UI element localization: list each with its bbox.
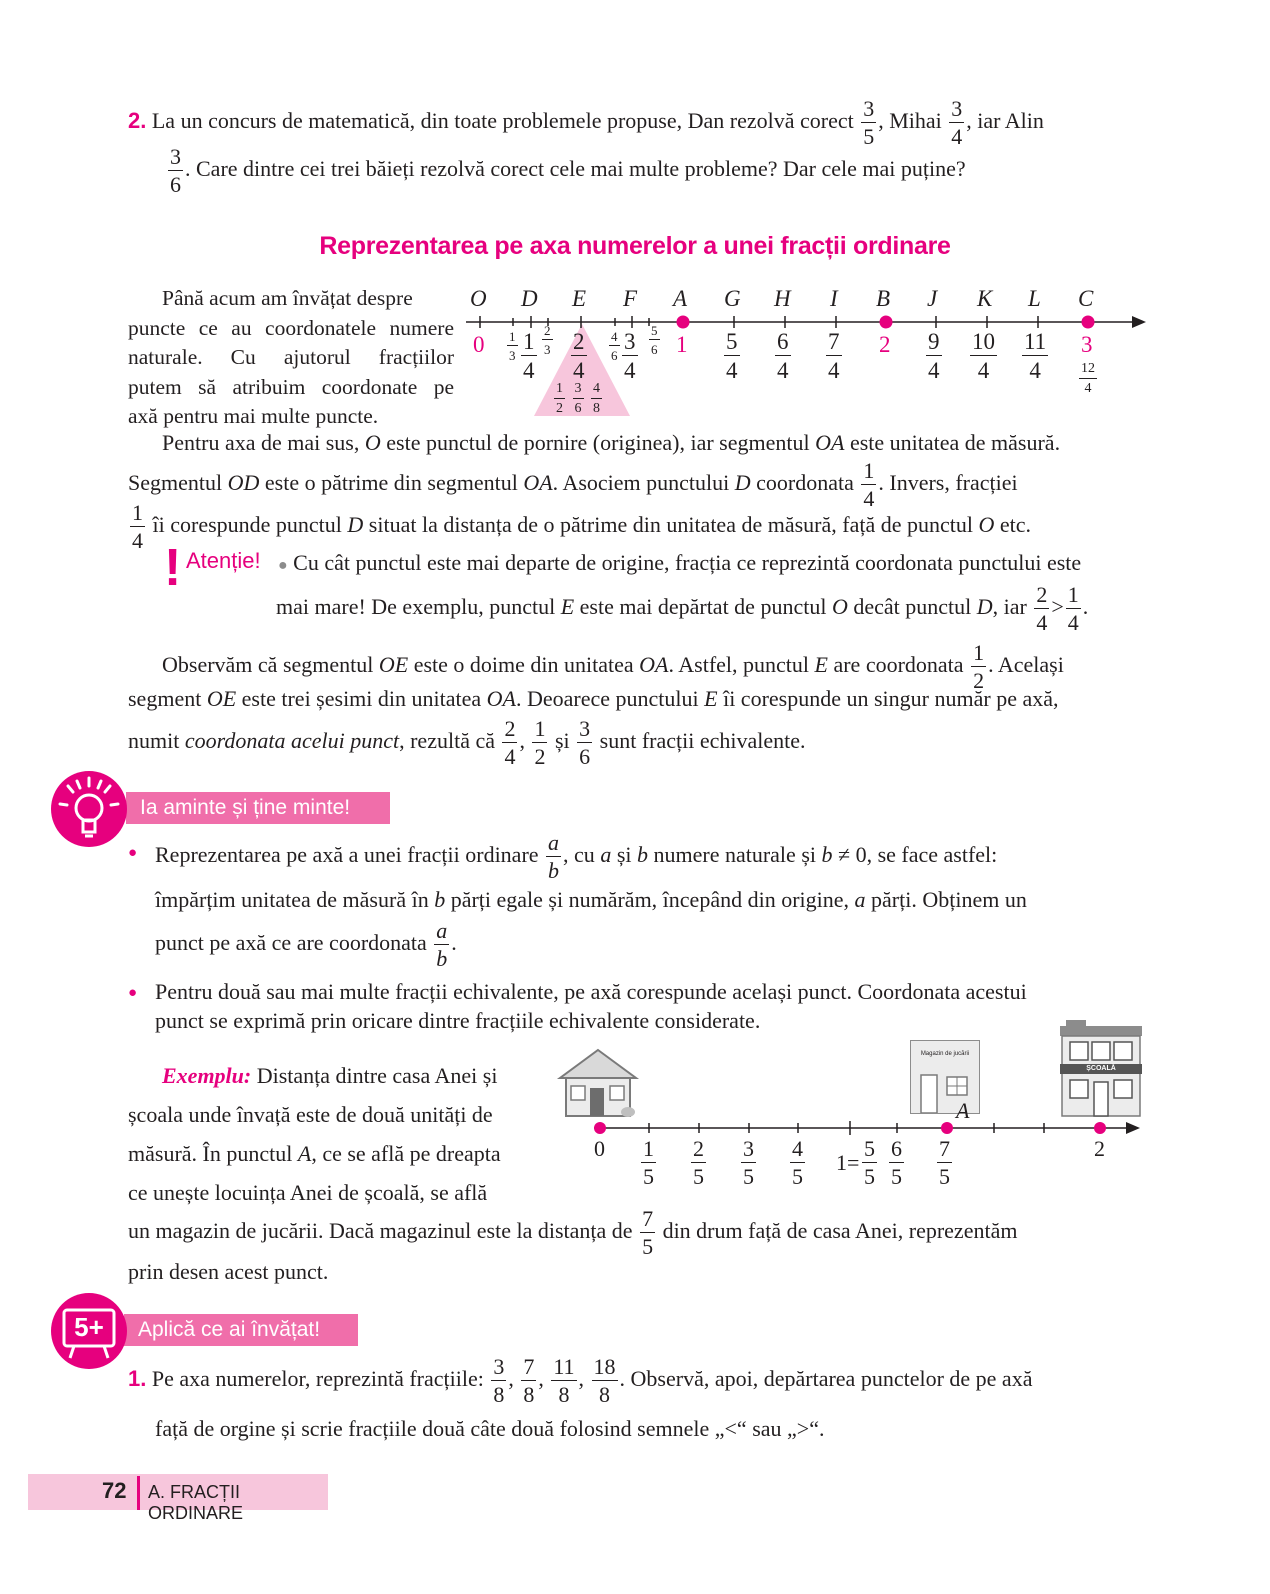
point-label: A <box>956 1098 970 1123</box>
exclamation-icon: ! <box>164 539 182 597</box>
attention-box <box>128 539 1148 638</box>
axis-line <box>590 1118 1150 1138</box>
two-label: 2 <box>1094 1136 1105 1161</box>
fraction: $\frac{1}{4}$ <box>863 458 875 511</box>
fraction: $\frac{2}{3}$ <box>544 323 551 357</box>
point-label: D <box>521 286 538 311</box>
fraction: $\frac{11}{4}$ <box>1024 329 1047 383</box>
level-badge: 5+ <box>74 1312 104 1342</box>
point-label: K <box>977 286 993 311</box>
text-line: punct pe axă ce are coordonata $\frac{a}{b}$ . <box>155 918 457 971</box>
attention-label: Atenție! <box>186 548 261 573</box>
point-label: A <box>673 286 688 311</box>
zero-label: 0 <box>594 1136 605 1161</box>
fraction: $\frac{3}{4}$ <box>624 329 636 383</box>
whole-label: 3 <box>1081 332 1093 357</box>
fraction: $\frac{18}{8}$ <box>593 1354 616 1407</box>
text-line: Până acum am învățat despre <box>162 286 413 310</box>
fraction: $\frac{1}{4}$ <box>523 329 535 383</box>
whole-label: 0 <box>473 332 485 357</box>
text-line: prin desen acest punct. <box>128 1259 329 1284</box>
bullet-icon: ● <box>128 845 138 861</box>
apply-banner: Aplică ce ai învățat! <box>124 1314 358 1346</box>
fraction: $\frac{5}{4}$ <box>726 329 738 383</box>
fraction: $\frac{7}{5}$ <box>642 1206 654 1259</box>
fraction: $\frac{3}{5}$ <box>743 1136 754 1189</box>
remember-banner: Ia aminte și ține minte! <box>126 792 390 824</box>
fraction: $\frac{7}{4}$ <box>828 329 840 383</box>
fraction: $\frac{5}{5}$ <box>864 1136 875 1189</box>
fraction: $\frac{1}{5}$ <box>643 1136 654 1189</box>
fraction: $\frac{3}{6}$ <box>579 716 591 769</box>
point-label: G <box>724 286 741 311</box>
fraction: $\frac{1}{2}$ <box>534 716 546 769</box>
text-line: ● Cu cât punctul este mai departe de origine, fracția ce reprezintă coordonata punctului este <box>278 550 1082 575</box>
twelve-quarters <box>1077 362 1099 396</box>
paragraph-equivalent <box>128 640 1148 780</box>
section-title: Reprezentarea pe axa numerelor a unei fracții ordinare <box>319 232 951 260</box>
text-line: axă pentru mai multe puncte. <box>128 404 379 428</box>
intro-paragraph <box>128 284 454 432</box>
number-line-quarters <box>460 284 1160 424</box>
fraction: $\frac{9}{4}$ <box>928 329 940 383</box>
page-number: 72 <box>102 1478 127 1503</box>
problem-number: 1. <box>128 1366 147 1392</box>
fraction: $\frac{1}{2}$ <box>973 640 985 693</box>
fraction: $\frac{4}{6}$ <box>611 329 618 363</box>
text-line: Segmentul OD este o pătrime din segmentul OA. Asociem punctului D coordonata $\frac{1}{4}$ . Invers, fracției <box>128 458 1018 511</box>
toy-shop-icon <box>910 1040 980 1114</box>
text-line: măsură. În punctul A, ce se află pe dreapta <box>128 1141 501 1166</box>
school-icon <box>1058 1018 1144 1118</box>
fraction: $\frac{6}{5}$ <box>891 1136 902 1189</box>
text-line: punct se exprimă prin oricare dintre fracțiile echivalente considerate. <box>155 1008 761 1033</box>
text-line: $\frac{1}{4}$ îi corespunde punctul D situat la distanța de o pătrime din unitatea de măsură, față de punctul O etc. <box>132 500 1032 553</box>
board-icon <box>50 1292 128 1370</box>
fraction: $\frac{7}{8}$ <box>523 1354 535 1407</box>
fraction: $\frac{3}{6}$ <box>170 144 181 197</box>
fraction: $\frac{6}{4}$ <box>777 329 789 383</box>
problem-text: , iar Alin <box>966 108 1044 134</box>
problem-number: 2. <box>128 108 147 134</box>
example-label: Exemplu: <box>162 1063 252 1088</box>
fraction: $\frac{12}{4}$ <box>1081 361 1095 396</box>
point-label: C <box>1078 286 1094 311</box>
point-label: J <box>927 286 938 311</box>
problem-2 <box>128 96 1148 206</box>
fraction: $\frac{1}{2}$ <box>556 381 563 416</box>
problem-text: La un concurs de matematică, din toate problemele propuse, Dan rezolvă corect <box>151 108 854 134</box>
fraction: $\frac{4}{5}$ <box>792 1136 803 1189</box>
axis-line <box>460 312 1150 332</box>
text-line: Observăm că segmentul OE este o doime din unitatea OA. Astfel, punctul E are coordonata $\frac{1}{2}$ . Același <box>162 640 1064 693</box>
text-line: Reprezentarea pe axă a unei fracții ordinare $\frac{a}{b}$ , cu a și b numere naturale și b ≠ 0, se face astfel: <box>155 830 998 883</box>
text-line: împărțim unitatea de măsură în b părți egale și numărăm, începând din origine, a părți. Obținem un <box>155 887 1027 912</box>
point-label: F <box>623 286 638 311</box>
remember-content <box>128 828 1148 1038</box>
point-label: I <box>830 286 838 311</box>
fraction: $\frac{2}{4}$ <box>1036 582 1048 635</box>
fraction: $\frac{a}{b}$ <box>436 918 448 971</box>
problem-text: . Care dintre cei trei băieți rezolvă corect cele mai multe probleme? Dar cele mai puține? <box>185 156 966 182</box>
fraction: $\frac{a}{b}$ <box>548 830 560 883</box>
apply-problem-1 <box>128 1352 1148 1452</box>
point-label: L <box>1028 286 1041 311</box>
fraction: $\frac{5}{6}$ <box>651 323 658 357</box>
shop-sign: Magazin de jucării <box>920 1051 970 1057</box>
text-line: Pentru axa de mai sus, O este punctul de pornire (originea), iar segmentul OA este unitatea de măsură. <box>162 430 1061 455</box>
fraction: $\frac{2}{4}$ <box>504 716 516 769</box>
fraction: $\frac{7}{5}$ <box>939 1136 950 1189</box>
number-line-fifths <box>590 1098 1150 1194</box>
text-line: un magazin de jucării. Dacă magazinul este la distanța de $\frac{7}{5}$ din drum față de casa Anei, reprezentăm <box>128 1206 1018 1259</box>
problem-text: , Mihai <box>878 108 942 134</box>
point-label: O <box>470 286 487 311</box>
fraction: $\frac{2}{4}$ <box>573 329 585 383</box>
paragraph-origin <box>128 428 1148 563</box>
text-line: naturale. Cu ajutorul fracțiilor <box>128 345 454 369</box>
fraction: $\frac{1}{4}$ <box>132 500 143 553</box>
fraction: $\frac{1}{3}$ <box>509 329 516 363</box>
text-line: segment OE este trei șesimi din unitatea OA. Deoarece punctului E îi corespunde un singur număr pe axă, <box>128 686 1059 711</box>
fraction: $\frac{10}{4}$ <box>972 329 995 383</box>
footer <box>28 1474 328 1523</box>
fraction: $\frac{1}{4}$ <box>1067 582 1079 635</box>
whole-label: 1 <box>676 332 688 357</box>
text-line: numit coordonata acelui punct, rezultă că $\frac{2}{4}$ , $\frac{1}{2}$ și $\frac{3}{6}$ sunt fracții echivalente. <box>128 716 806 769</box>
bullet-icon: ● <box>128 985 138 1001</box>
fraction: $\frac{3}{6}$ <box>574 381 582 416</box>
text-line: mai mare! De exemplu, punctul E este mai depărtat de punctul O decât punctul D, iar $\frac{2}{4}$ > $\frac{1}{4}$ . <box>276 582 1089 635</box>
text-line: puncte ce au coordonatele numere <box>128 315 454 340</box>
fraction: $\frac{3}{8}$ <box>493 1354 505 1407</box>
point-label: H <box>774 286 791 311</box>
text-line: ce unește locuința Anei de școală, se află <box>128 1180 488 1205</box>
fraction: $\frac{3}{5}$ <box>863 96 875 149</box>
text-line: Exemplu: Distanța dintre casa Anei și <box>162 1063 498 1088</box>
fraction: $\frac{2}{5}$ <box>693 1136 704 1189</box>
text-line: Pentru două sau mai multe fracții echivalente, pe axă corespunde același punct. Coordonata acestui <box>155 979 1027 1004</box>
fraction: $\frac{11}{8}$ <box>553 1354 575 1407</box>
fraction: $\frac{3}{4}$ <box>951 96 963 149</box>
point-label: E <box>572 286 587 311</box>
text-line: 1. Pe axa numerelor, reprezintă fracțiile: $\frac{3}{8}$ , $\frac{7}{8}$ , $\frac{11}{8}$ , $\frac{18}{8}$ . Observă, apoi, depărtarea punctelor de pe axă <box>128 1354 1033 1407</box>
text-line: putem să atribuim coordonate pe <box>128 374 454 399</box>
lightbulb-icon <box>50 770 128 848</box>
axis-point-letters <box>460 286 1150 314</box>
text-line: școala unde învață este de două unități de <box>128 1102 493 1127</box>
footer-divider <box>137 1476 140 1510</box>
bullet-icon: ● <box>278 557 288 574</box>
text-line: față de orgine și scrie fracțiile două câte două folosind semnele „<“ sau „>“. <box>155 1416 825 1441</box>
triangle-fractions <box>552 382 604 416</box>
fraction: $\frac{4}{8}$ <box>593 381 600 416</box>
one-equals-label: 1= <box>836 1150 860 1175</box>
chapter-title: A. FRACȚII ORDINARE <box>148 1482 244 1523</box>
point-label: B <box>876 286 891 311</box>
whole-label: 2 <box>879 332 891 357</box>
school-sign: ȘCOALĂ <box>1086 1065 1116 1072</box>
